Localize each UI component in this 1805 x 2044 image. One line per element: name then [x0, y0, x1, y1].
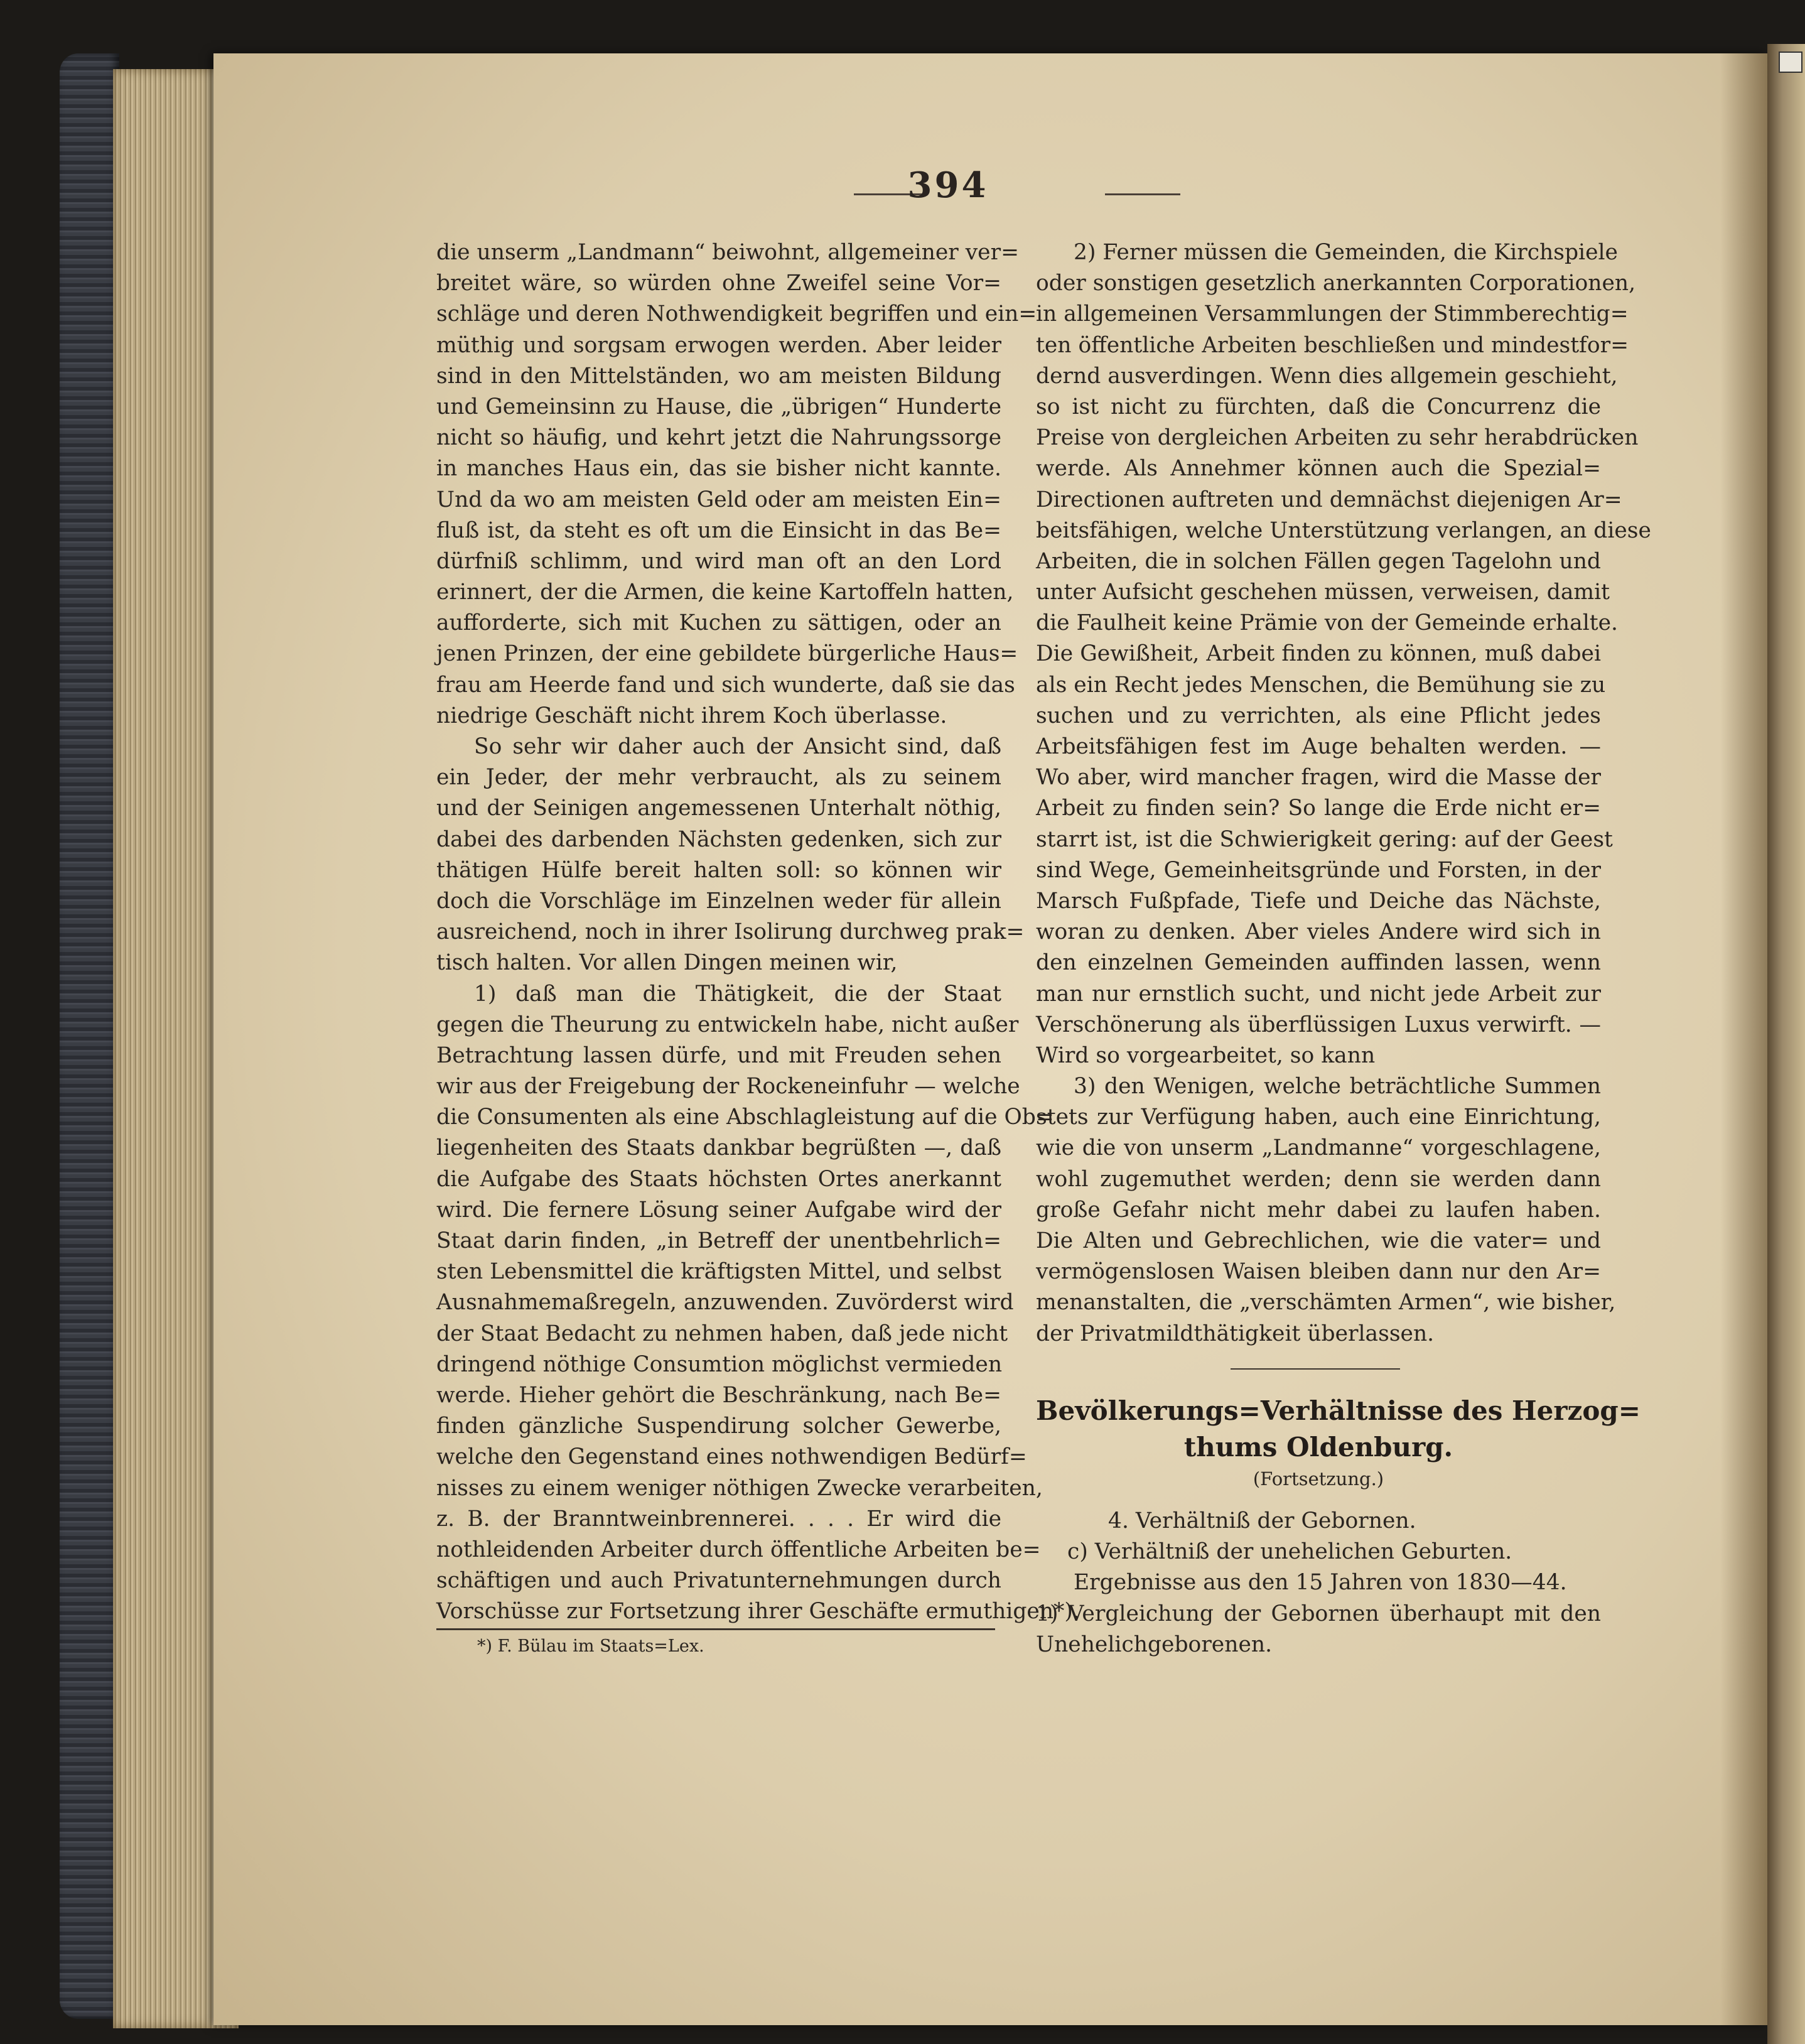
text-line: nisses zu einem weniger nöthigen Zwecke verarbeiten,	[436, 1475, 1043, 1501]
text-line: 3) den Wenigen, welche beträchtliche Summen	[1074, 1074, 1601, 1100]
next-page-edge	[1767, 44, 1805, 2044]
text-line: wohl zugemuthet werden; denn sie werden dann	[1036, 1166, 1601, 1192]
text-line: ten öffentliche Arbeiten beschließen und mindestfor=	[1036, 332, 1629, 358]
text-line: erinnert, der die Armen, die keine Kartoffeln hatten,	[436, 580, 1014, 605]
text-line: Arbeitsfähigen fest im Auge behalten werden. —	[1036, 734, 1601, 759]
text-line: werde. Hieher gehört die Beschränkung, nach Be=	[436, 1382, 1001, 1408]
text-line: als ein Recht jedes Menschen, die Bemühung sie zu	[1036, 672, 1606, 698]
section-heading: Bevölkerungs=Verhältnisse des Herzog=	[1036, 1395, 1641, 1426]
text-line: die Consumenten als eine Abschlagleistung auf die Ob=	[436, 1105, 1054, 1130]
text-line: 2) Ferner müssen die Gemeinden, die Kirchspiele	[1074, 240, 1618, 265]
text-line: wie die von unserm „Landmanne“ vorgeschlagene,	[1036, 1135, 1601, 1161]
text-line: dürfniß schlimm, und wird man oft an den Lord	[436, 548, 1001, 574]
text-line: oder sonstigen gesetzlich anerkannten Corporationen,	[1036, 271, 1636, 296]
text-line: tisch halten. Vor allen Dingen meinen wir,	[436, 950, 898, 976]
text-line: der Privatmildthätigkeit überlassen.	[1036, 1321, 1435, 1346]
text-line: die unserm „Landmann“ beiwohnt, allgemeiner ver=	[436, 240, 1019, 265]
text-line: die Faulheit keine Prämie von der Gemeinde erhalte.	[1036, 610, 1619, 636]
book-spine-cloth	[60, 53, 119, 2019]
text-line: und der Seinigen angemessenen Unterhalt nöthig,	[436, 796, 1001, 821]
page-number: 394	[907, 165, 989, 206]
section-body	[1036, 1506, 1601, 1660]
text-line: Arbeiten, die in solchen Fällen gegen Tagelohn und	[1036, 548, 1601, 574]
text-line: schäftigen und auch Privatunternehmungen durch	[436, 1568, 1001, 1594]
text-line: werde. Als Annehmer können auch die Spezial=	[1036, 456, 1601, 482]
text-line: Wo aber, wird mancher fragen, wird die Masse der	[1036, 765, 1601, 791]
footnote: *) F. Bülau im Staats=Lex.	[477, 1636, 704, 1657]
text-line: sind in den Mittelständen, wo am meisten Bildung	[436, 363, 1001, 389]
section-subtitle: (Fortsetzung.)	[1253, 1468, 1384, 1490]
section-divider	[1231, 1368, 1400, 1370]
text-line: Die Gewißheit, Arbeit finden zu können, muß dabei	[1036, 641, 1601, 667]
text-line: dabei des darbenden Nächsten gedenken, sich zur	[436, 826, 1001, 852]
text-line: nothleidenden Arbeiter durch öffentliche Arbeiten be=	[436, 1537, 1041, 1562]
text-line: nicht so häufig, und kehrt jetzt die Nahrungssorge	[436, 425, 1001, 451]
text-line: dernd ausverdingen. Wenn dies allgemein geschieht,	[1036, 363, 1618, 389]
text-line: z. B. der Branntweinbrennerei. . . . Er wird die	[436, 1506, 1001, 1532]
text-line: 1) Vergleichung der Gebornen überhaupt mit den	[1036, 1601, 1601, 1626]
text-line: den einzelnen Gemeinden auffinden lassen, wenn	[1036, 950, 1601, 976]
text-line: sten Lebensmittel die kräftigsten Mittel, und selbst	[436, 1259, 1001, 1285]
text-line: man nur ernstlich sucht, und nicht jede Arbeit zur	[1036, 981, 1601, 1007]
text-line: Marsch Fußpfade, Tiefe und Deiche das Nächste,	[1036, 888, 1601, 914]
text-line: Die Alten und Gebrechlichen, wie die vater= und	[1036, 1228, 1601, 1253]
text-line: Ausnahmemaßregeln, anzuwenden. Zuvörderst wird	[436, 1290, 1014, 1316]
text-line: wird. Die fernere Lösung seiner Aufgabe wird der	[436, 1197, 1001, 1223]
text-line: gegen die Theurung zu entwickeln habe, nicht außer	[436, 1012, 1019, 1037]
text-line: starrt ist, ist die Schwierigkeit gering: auf der Geest	[1036, 826, 1613, 852]
text-line: sind Wege, Gemeinheitsgründe und Forsten, in der	[1036, 857, 1601, 883]
text-line: frau am Heerde fand und sich wunderte, daß sie das	[436, 672, 1015, 698]
text-line: vermögenslosen Waisen bleiben dann nur den Ar=	[1036, 1259, 1601, 1285]
text-line: So sehr wir daher auch der Ansicht sind, daß	[474, 734, 1001, 759]
text-line: in manches Haus ein, das sie bisher nicht kannte.	[436, 456, 1001, 482]
scan-color-patch	[1779, 51, 1802, 73]
text-line: doch die Vorschläge im Einzelnen weder für allein	[436, 888, 1001, 914]
text-line: Wird so vorgearbeitet, so kann	[1036, 1042, 1376, 1068]
text-line: ein Jeder, der mehr verbraucht, als zu seinem	[436, 765, 1001, 791]
text-line: dringend nöthige Consumtion möglichst vermieden	[436, 1351, 1003, 1377]
text-line: in allgemeinen Versammlungen der Stimmberechtig=	[1036, 301, 1629, 327]
text-line: unter Aufsicht geschehen müssen, verweisen, damit	[1036, 580, 1610, 605]
subsection-title: c) Verhältniß der unehelichen Geburten.	[1067, 1539, 1512, 1565]
section-heading-cont: thums Oldenburg.	[1183, 1432, 1453, 1463]
text-line: woran zu denken. Aber vieles Andere wird sich in	[1036, 919, 1601, 945]
text-line: ausreichend, noch in ihrer Isolirung durchweg prak=	[436, 919, 1025, 945]
text-line: Unehelichgeborenen.	[1036, 1631, 1273, 1657]
text-line: müthig und sorgsam erwogen werden. Aber leider	[436, 332, 1001, 358]
text-line: niedrige Geschäft nicht ihrem Koch überlasse.	[436, 703, 947, 728]
text-line: finden gänzliche Suspendirung solcher Gewerbe,	[436, 1414, 1001, 1439]
text-line: Und da wo am meisten Geld oder am meisten Ein=	[436, 487, 1001, 512]
text-line: Directionen auftreten und demnächst diejenigen Ar=	[1036, 487, 1622, 512]
text-line: Ergebnisse aus den 15 Jahren von 1830—44.	[1074, 1570, 1567, 1596]
text-line: Staat darin finden, „in Betreff der unentbehrlich=	[436, 1228, 1001, 1253]
text-line: Betrachtung lassen dürfe, und mit Freuden sehen	[436, 1042, 1001, 1068]
header-rule-right	[1105, 193, 1180, 195]
left-column	[436, 237, 1080, 1658]
text-line: Preise von dergleichen Arbeiten zu sehr herabdrücken	[1036, 425, 1639, 451]
text-line: die Aufgabe des Staats höchsten Ortes anerkannt	[436, 1166, 1001, 1192]
text-line: große Gefahr nicht mehr dabei zu laufen haben.	[1036, 1197, 1601, 1223]
text-line: schläge und deren Nothwendigkeit begriffen und ein=	[436, 301, 1037, 327]
footnote-rule	[436, 1628, 995, 1630]
text-line: und Gemeinsinn zu Hause, die „übrigen“ Hunderte	[436, 394, 1001, 419]
text-line: Arbeit zu finden sein? So lange die Erde nicht er=	[1036, 796, 1601, 821]
text-line: 1) daß man die Thätigkeit, die der Staat	[474, 981, 1001, 1007]
text-line: der Staat Bedacht zu nehmen haben, daß jede nicht	[436, 1321, 1008, 1346]
text-line: jenen Prinzen, der eine gebildete bürgerliche Haus=	[436, 641, 1018, 667]
text-line: beitsfähigen, welche Unterstützung verlangen, an diese	[1036, 517, 1651, 543]
text-line: welche den Gegenstand eines nothwendigen Bedürf=	[436, 1444, 1027, 1470]
text-line: aufforderte, sich mit Kuchen zu sättigen, oder an	[436, 610, 1001, 636]
text-line: thätigen Hülfe bereit halten soll: so können wir	[436, 857, 1001, 883]
text-line: Verschönerung als überflüssigen Luxus verwirft. —	[1036, 1012, 1601, 1037]
gutter-shadow	[1720, 53, 1767, 2025]
text-line: so ist nicht zu fürchten, daß die Concurrenz die	[1036, 394, 1601, 419]
text-line: breitet wäre, so würden ohne Zweifel seine Vor=	[436, 271, 1001, 296]
text-line: stets zur Verfügung haben, auch eine Einrichtung,	[1036, 1105, 1601, 1130]
subsection-title: 4. Verhältniß der Gebornen.	[1108, 1508, 1416, 1533]
text-line: wir aus der Freigebung der Rockeneinfuhr — welche	[436, 1074, 1020, 1100]
right-column	[1036, 237, 1651, 1349]
text-line: suchen und zu verrichten, als eine Pflicht jedes	[1036, 703, 1601, 728]
text-line: menanstalten, die „verschämten Armen“, wie bisher,	[1036, 1290, 1616, 1316]
text-line: Vorschüsse zur Fortsetzung ihrer Geschäfte ermuthigen*).	[436, 1599, 1080, 1625]
text-line: liegenheiten des Staats dankbar begrüßten —, daß	[436, 1135, 1001, 1161]
text-line: fluß ist, da steht es oft um die Einsicht in das Be=	[436, 517, 1001, 543]
